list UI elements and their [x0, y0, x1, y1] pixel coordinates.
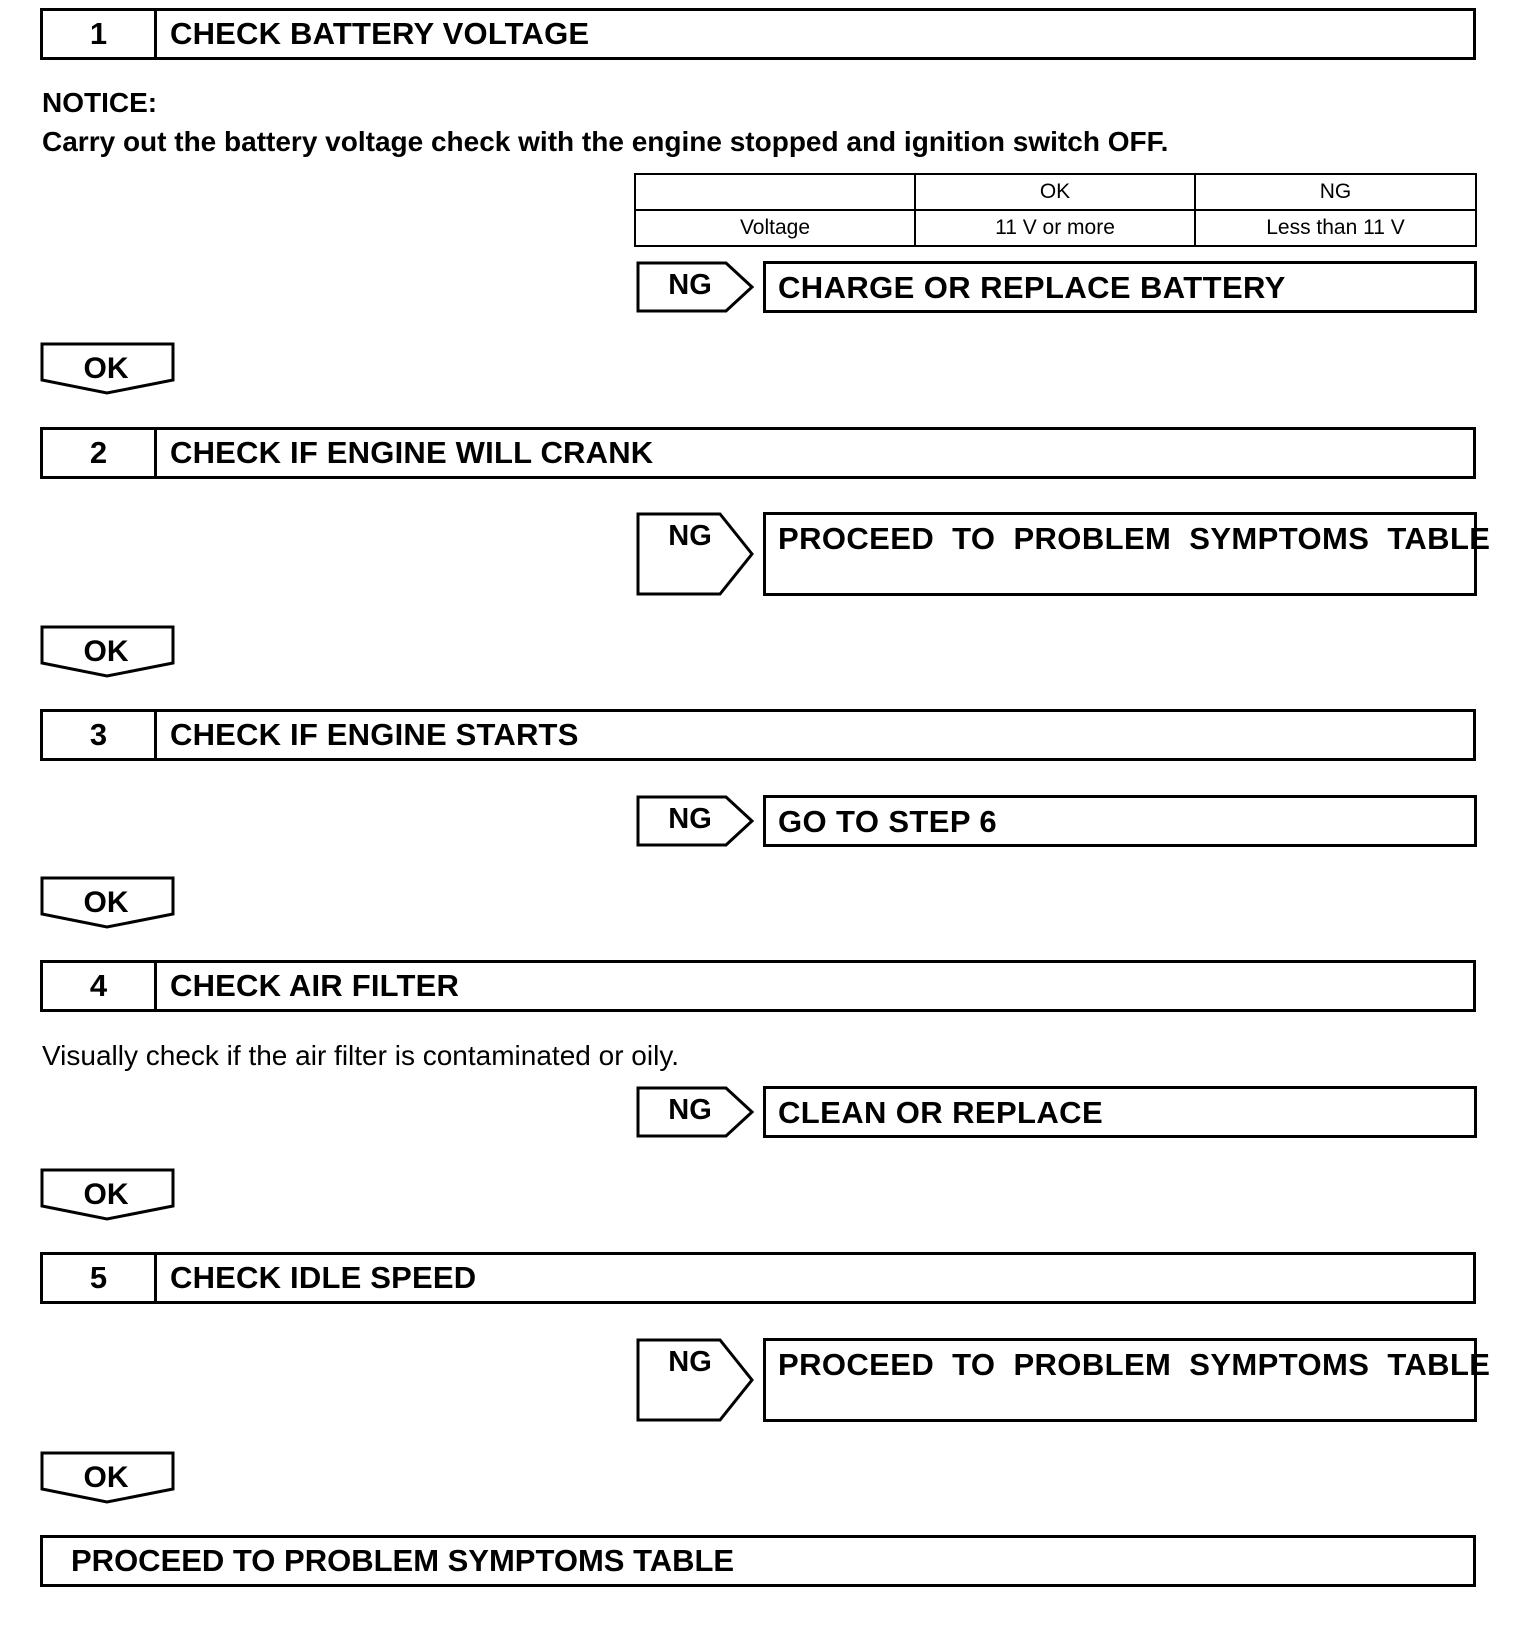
table-cell: Less than 11 V	[1195, 210, 1476, 246]
table-cell: Voltage	[635, 210, 915, 246]
step-3-header	[40, 709, 1476, 761]
table-cell: 11 V or more	[915, 210, 1195, 246]
ng-action-box	[763, 261, 1477, 313]
ok-label: OK	[83, 352, 129, 385]
ng-action-box	[763, 795, 1477, 847]
step-1-header	[40, 8, 1476, 60]
notice-text: Carry out the battery voltage check with the engine stopped and ignition switch OFF.	[42, 126, 1169, 157]
ng-arrow-tag	[636, 1086, 756, 1138]
ok-arrow-tag	[40, 342, 180, 398]
ng-action-text: CLEAN OR REPLACE	[778, 1095, 1104, 1130]
final-action-text: PROCEED TO PROBLEM SYMPTOMS TABLE	[71, 1543, 735, 1578]
ng-label: NG	[668, 1094, 712, 1126]
ng-action-text: PROCEED TO PROBLEM SYMPTOMS TABLE	[778, 521, 1491, 556]
ng-label: NG	[668, 1346, 712, 1378]
ok-label: OK	[83, 635, 129, 668]
step-number: 3	[43, 712, 157, 758]
notice-label: NOTICE:	[42, 87, 158, 118]
step-2-header	[40, 427, 1476, 479]
table-header-row	[635, 174, 1476, 210]
ng-arrow-tag	[636, 795, 756, 847]
final-action-box	[40, 1535, 1476, 1587]
ng-action-box	[763, 1086, 1477, 1138]
step-number: 4	[43, 963, 157, 1009]
voltage-table	[634, 173, 1477, 247]
ng-action-text: GO TO STEP 6	[778, 804, 997, 839]
step-number: 1	[43, 11, 157, 57]
ng-label: NG	[668, 520, 712, 552]
step-4-header	[40, 960, 1476, 1012]
ng-label: NG	[668, 803, 712, 835]
step-4-note: Visually check if the air filter is contaminated or oily.	[42, 1040, 680, 1071]
step-title: CHECK AIR FILTER	[170, 968, 460, 1003]
step-title: CHECK IDLE SPEED	[170, 1260, 477, 1295]
step-number: 2	[43, 430, 157, 476]
step-title: CHECK IF ENGINE WILL CRANK	[170, 435, 654, 470]
ng-action-box	[763, 512, 1491, 596]
ok-label: OK	[83, 886, 129, 919]
step-number: 5	[43, 1255, 157, 1301]
step-title: CHECK IF ENGINE STARTS	[170, 717, 579, 752]
ng-action-box	[763, 1338, 1491, 1422]
table-row	[635, 210, 1476, 246]
ok-arrow-tag	[40, 625, 180, 681]
ok-arrow-tag	[40, 1168, 180, 1224]
table-header-cell: OK	[915, 174, 1195, 210]
ng-arrow-tag	[636, 261, 756, 313]
ng-action-text: CHARGE OR REPLACE BATTERY	[778, 270, 1286, 305]
table-header-cell: NG	[1195, 174, 1476, 210]
table-header-cell	[635, 174, 915, 210]
ok-label: OK	[83, 1461, 129, 1494]
step-5-header	[40, 1252, 1476, 1304]
ok-arrow-tag	[40, 876, 180, 932]
ng-label: NG	[668, 269, 712, 301]
ng-arrow-tag	[636, 512, 756, 596]
step-title: CHECK BATTERY VOLTAGE	[170, 16, 590, 51]
ok-label: OK	[83, 1178, 129, 1211]
ng-action-text: PROCEED TO PROBLEM SYMPTOMS TABLE	[778, 1347, 1491, 1382]
ok-arrow-tag	[40, 1451, 180, 1507]
ng-arrow-tag	[636, 1338, 756, 1422]
